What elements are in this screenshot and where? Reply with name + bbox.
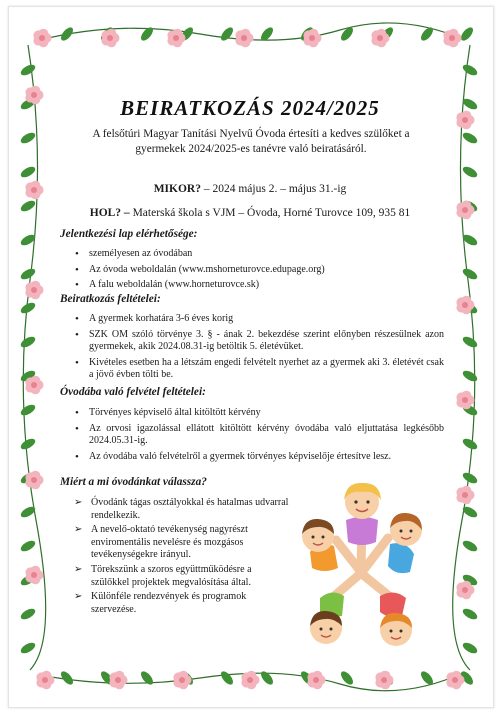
section-heading-enrollment-conditions: Beiratkozás feltételei:: [60, 293, 161, 305]
why-choose-us-list: [74, 497, 292, 616]
when-text: – 2024 május 2. – május 31.-ig: [200, 183, 347, 195]
section-heading-admission-conditions: Óvodába való felvétel feltételei:: [60, 386, 206, 398]
list-item: ➢ A nevelő-oktató tevékenység nagyrészt enviromentális nevelésre és mozgásos tevékenységekre irányul.: [74, 524, 292, 562]
list-item: • Az óvoda weboldalán (www.mshorneturovce.edupage.org): [72, 264, 412, 277]
list-item: ➢ Törekszünk a szoros együttműködésre a szülőkkel projektek megvalósítása által.: [74, 564, 292, 589]
application-form-list: [72, 248, 412, 292]
list-item: • A gyermek korhatára 3-6 éves korig: [72, 313, 444, 326]
list-item: • A falu weboldalán (www.horneturovce.sk): [72, 279, 412, 292]
where-label: HOL? –: [89, 207, 130, 219]
where-text: Materská škola s VJM – Óvoda, Horné Turovce 109, 935 81: [129, 207, 411, 219]
list-item: • személyesen az óvodában: [72, 248, 412, 261]
admission-conditions-list: [72, 407, 444, 463]
when-line: [0, 183, 500, 195]
list-item: • Törvényes képviselő által kitöltött kérvény: [72, 407, 444, 420]
where-line: [0, 207, 500, 219]
list-item: • Kivételes esetben ha a létszám engedi felvételt nyerhet az a gyermek aki 3. életévét csak a jövő évben tölti be.: [72, 357, 444, 382]
enrollment-conditions-list: [72, 313, 444, 382]
children-circle-illustration: [296, 480, 426, 650]
section-heading-application-form: Jelentkezési lap elérhetősége:: [60, 228, 198, 240]
when-label: MIKOR?: [153, 183, 201, 195]
list-item: • SZK OM szóló törvénye 3. § - ának 2. bekezdése szerint előnyben részesülnek azon gyermekek, akik 2024.08.31-ig betöltik 5. életévüket.: [72, 329, 444, 354]
list-item: • Az óvodába való felvételről a gyermek törvényes képviselője értesítve lesz.: [72, 451, 444, 464]
intro-text: A felsőtúri Magyar Tanítási Nyelvű Óvoda értesíti a kedves szülőket a gyermekek 2024/2025-es tanévre való beiratásáról.: [92, 128, 410, 155]
page-title: BEIRATKOZÁS 2024/2025: [120, 96, 380, 120]
list-item: ➢ Óvodánk tágas osztályokkal és hatalmas udvarral rendelkezik.: [74, 497, 292, 522]
list-item: • Az orvosi igazolással ellátott kitöltött kérvény óvodába való eljuttatása legkésőbb 2024.05.31-ig.: [72, 423, 444, 448]
list-item: ➢ Különféle rendezvények és programok szervezése.: [74, 591, 292, 616]
section-heading-why-choose-us: Miért a mi óvodánkat válassza?: [60, 476, 207, 488]
